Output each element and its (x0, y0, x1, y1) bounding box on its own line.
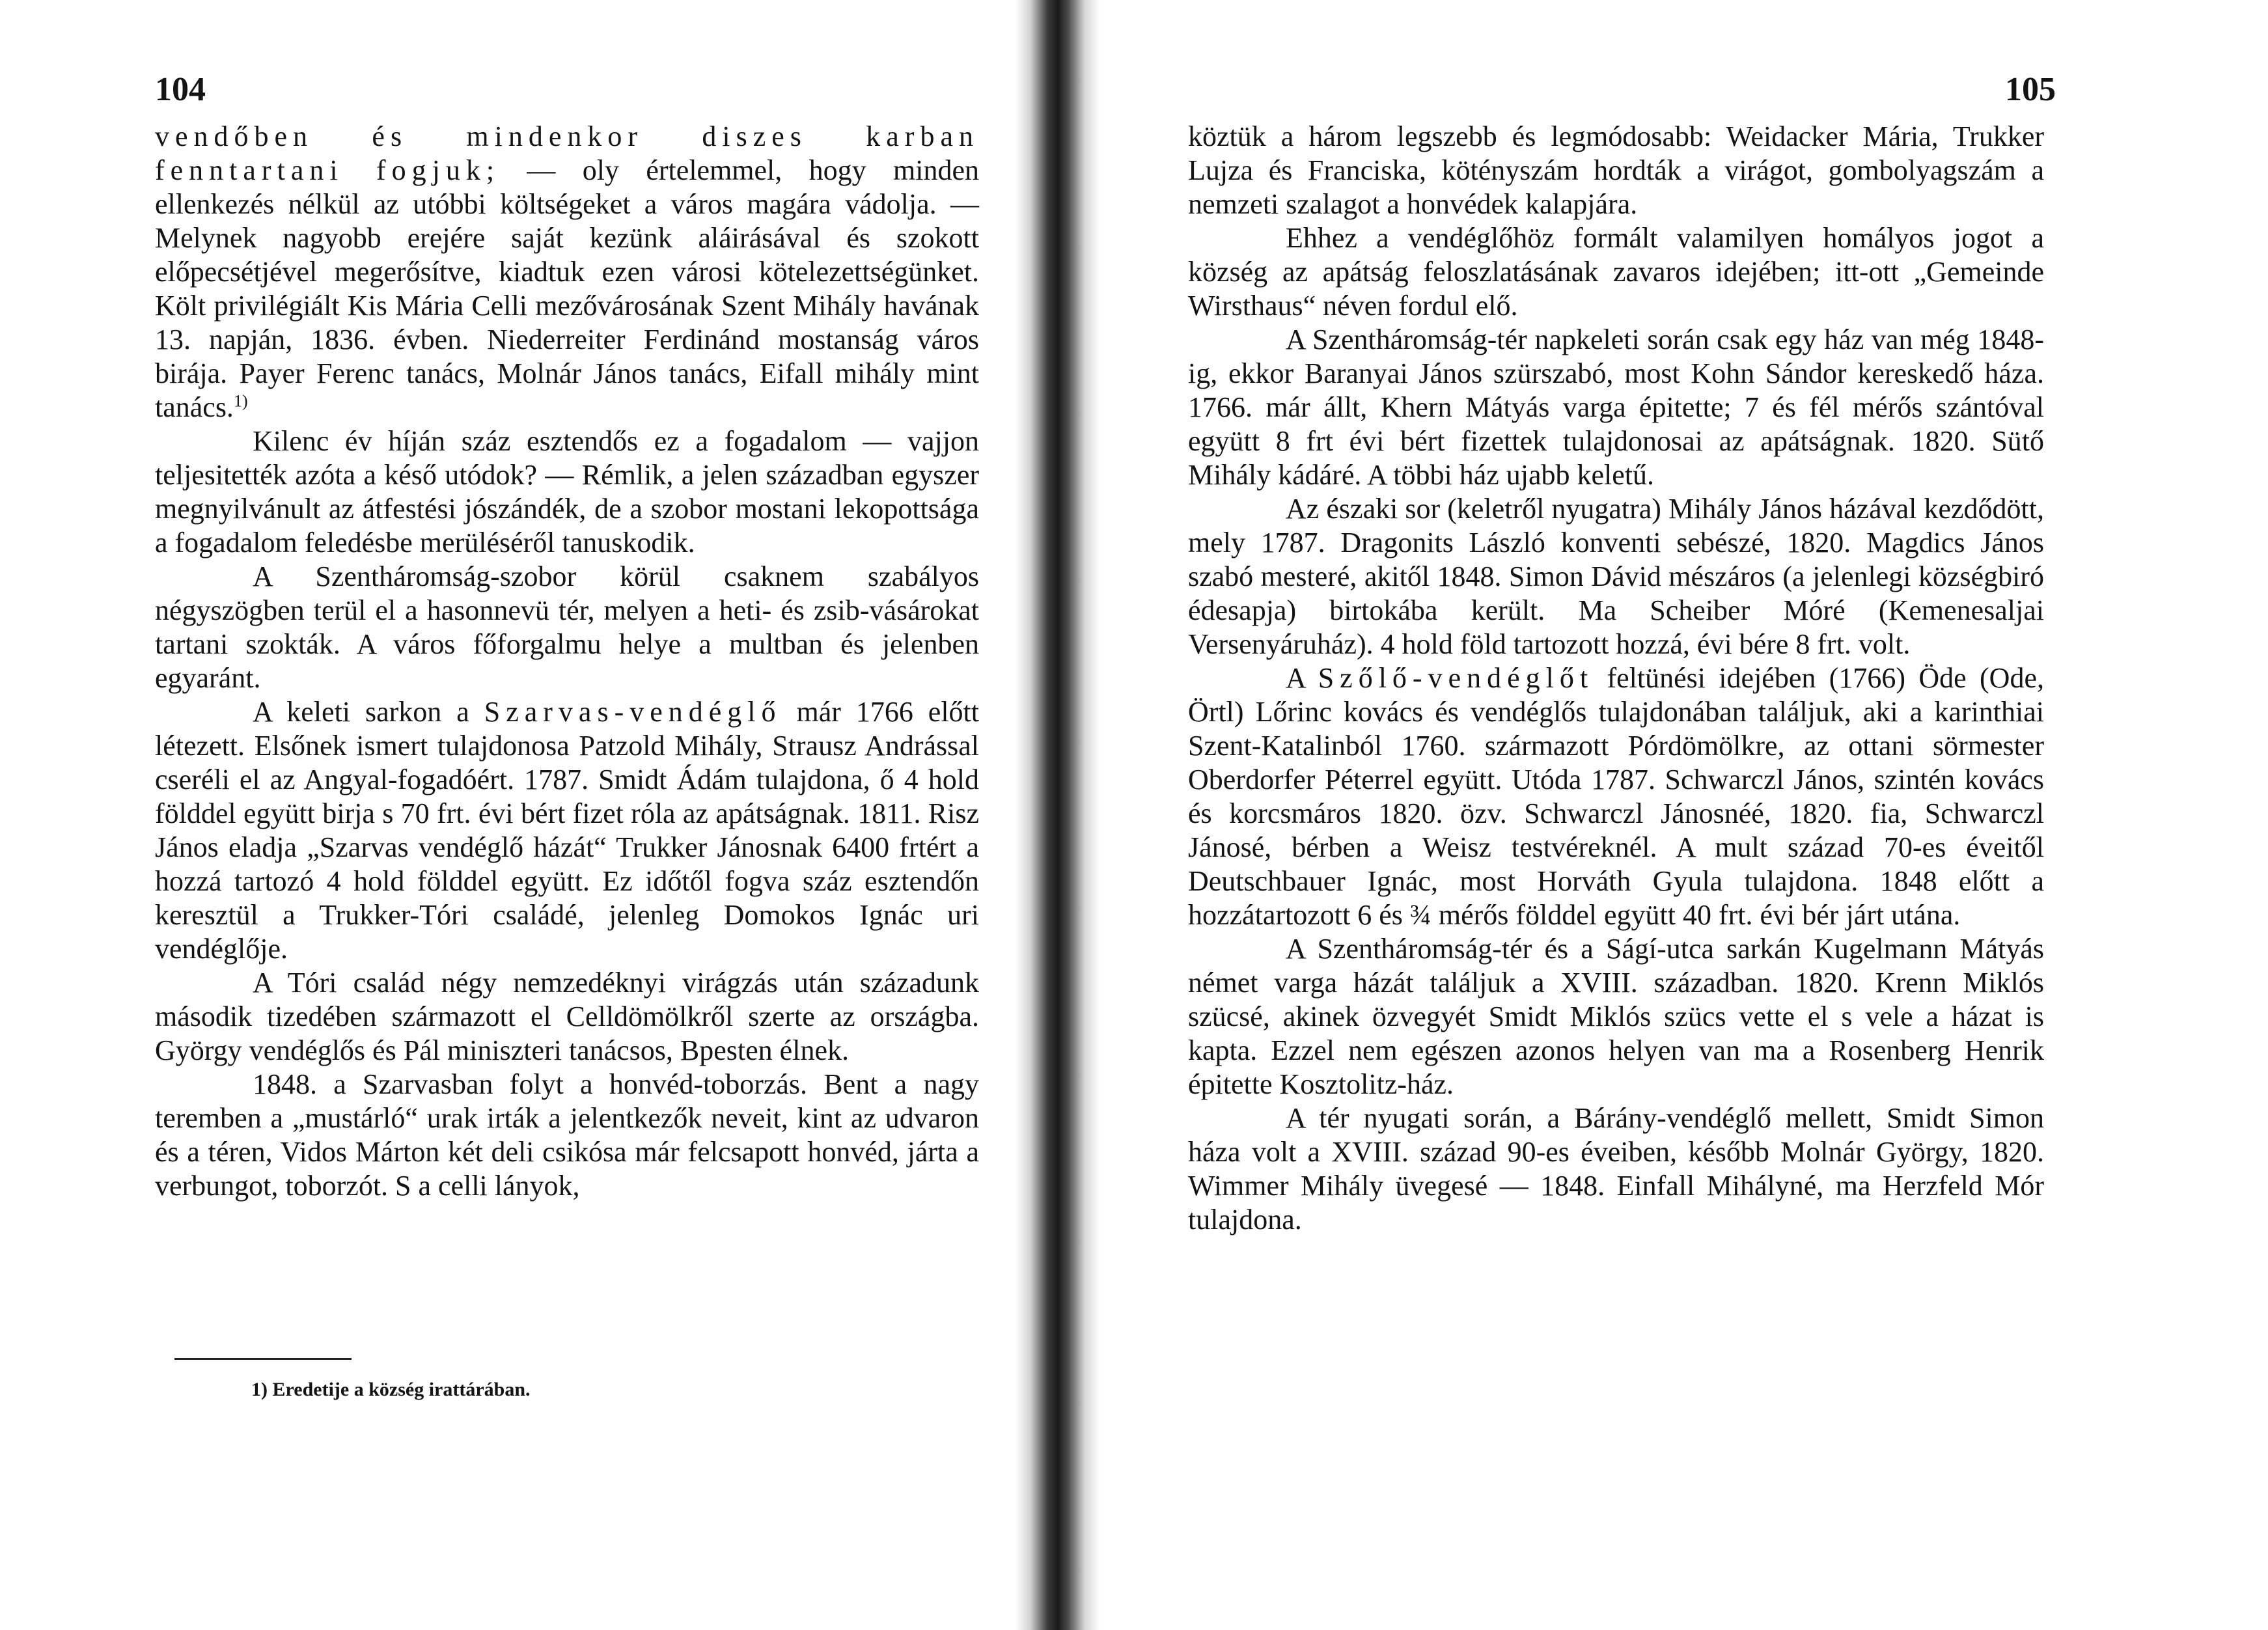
paragraph: Az északi sor (keletről nyugatra) Mihály János házával kezdődött, mely 1787. Dragonits László konventi sebészé, 1820. Magdics János szabó mesteré, akitől 1848. Simon Dávid mészáros (a jelenlegi községbiró édesapja) birtokába került. Ma Scheiber Móré (Kemenesaljai Versenyáruház). 4 hold föld tartozott hozzá, évi bére 8 frt. volt. (1188, 493, 2044, 660)
paragraph (1188, 661, 2044, 932)
paragraph: A Szentháromság-tér és a Ságí-utca sarkán Kugelmann Mátyás német varga házát találjuk a XVIII. században. 1820. Krenn Miklós szücsé, akinek özvegyét Smidt Miklós szücs vette el s vele a házat is kapta. Ezzel nem egészen azonos helyen van ma a Rosenberg Henrik épitette Kosztolitz-ház. (1188, 933, 2044, 1100)
paragraph: Kilenc év híján száz esztendős ez a fogadalom — vajjon teljesitették azóta a késő utódok? — Rémlik, a jelen században egyszer megnyilvánult az átfestési jószándék, de a szobor mostani lekopottsága a fogadalom feledésbe merüléséről tanuskodik. (155, 425, 979, 559)
footnote: 1) Eredetije a község irattárában. (251, 1379, 531, 1400)
paragraph (155, 695, 979, 966)
paragraph: 1848. a Szarvasban folyt a honvéd-toborzás. Bent a nagy teremben a „mustárló“ urak irták a jelentkezők neveit, kint az udvaron és a téren, Vidos Márton két deli csikósa már felcsapott honvéd, járta a verbungot, toborzót. S a celli lányok, (155, 1068, 979, 1202)
paragraph: köztük a három legszebb és legmódosabb: Weidacker Mária, Trukker Lujza és Franciska, kötényszám hordták a virágot, gombolyagszám a nemzeti szalagot a honvédek kalapjára. (1188, 120, 2044, 220)
paragraph (155, 120, 979, 424)
paragraph-text: — oly értelemmel, hogy minden ellenkezés nélkül az utóbbi költségeket a város magára vádolja. — Melynek nagyobb erejére saját kezünk aláirásával és szokott előpecsétjével megerősítve, kiadtuk ezen városi kötelezettségünket. Költ privilégiált Kis Mária Celli mezővárosának Szent Mihály havának 13. napján, 1836. évben. Niederreiter Ferdinánd mostanság város birája. Payer Ferenc tanács, Molnár János tanács, Eifall mihály mint tanács. (155, 154, 979, 423)
paragraph: A Szentháromság-tér napkeleti során csak egy ház van még 1848-ig, ekkor Baranyai János szürszabó, most Kohn Sándor kereskedő háza. 1766. már állt, Khern Mátyás varga épitette; 7 és fél mérős szántóval együtt 8 frt évi bért fizettek tulajdonosai az apátságnak. 1820. Sütő Mihály kádáré. A többi ház ujabb keletű. (1188, 324, 2044, 491)
spaced-name: Szőlő-vendéglőt (1318, 662, 1594, 694)
paragraph: A Tóri család négy nemzedéknyi virágzás után századunk második tizedében származott el Celldömölkről szerte az országba. György vendéglős és Pál miniszteri tanácsos, Bpesten élnek. (155, 967, 979, 1066)
paragraph-text: már 1766 előtt létezett. Elsőnek ismert tulajdonosa Patzold Mihály, Strausz Andrással cseréli el az Angyal-fogadóért. 1787. Smidt Ádám tulajdona, ő 4 hold földdel együtt birja s 70 frt. évi bért fizet róla az apátságnak. 1811. Risz János eladja „Szarvas vendéglő házát“ Trukker Jánosnak 6400 frtért a hozzá tartozó 4 hold földdel együtt. Ez időtől fogva száz esztendőn keresztül a Trukker-Tóri családé, jelenleg Domokos Ignác uri vendéglője. (155, 696, 980, 965)
right-page (1100, 0, 2268, 1630)
left-text-column (155, 120, 979, 1203)
paragraph: Ehhez a vendéglőhöz formált valamilyen homályos jogot a község az apátság feloszlatásának zavaros idejében; itt-ott „Gemeinde Wirsthaus“ néven fordul elő. (1188, 222, 2044, 322)
spaced-lead-text: vendőben és mindenkor diszes karban fenntartani fogjuk; (155, 120, 979, 186)
book-gutter (1016, 0, 1100, 1630)
paragraph: A Szentháromság-szobor körül csaknem szabályos négyszögben terül el a hasonnevü tér, melyen a heti- és zsib-vásárokat tartani szokták. A város főforgalmu helye a multban és jelenben egyaránt. (155, 560, 979, 694)
paragraph-text: feltünési idejében (1766) Öde (Ode, Örtl) Lőrinc kovács és vendéglős tulajdonában találjuk, aki a karinthiai Szent-Katalinból 1760. származott Pórdömölkre, az ottani sörmester Oberdorfer Péterrel együtt. Utóda 1787. Schwarczl János, szintén kovács és korcsmáros 1820. özv. Schwarczl Jánosnéé, 1820. fia, Schwarczl Jánosé, bérben a Weisz testvéreknél. A mult század 70-es éveitől Deutschbauer Ignác, most Horváth Gyula tulajdona. 1848 előtt a hozzátartozott 6 és ¾ mérős földdel együtt 40 frt. évi bér járt utána. (1188, 662, 2044, 931)
footnote-rule (174, 1358, 352, 1360)
right-text-column (1188, 120, 2044, 1237)
page-number-left: 104 (155, 71, 206, 108)
page-number-right: 105 (2005, 71, 2056, 108)
paragraph: A tér nyugati során, a Bárány-vendéglő mellett, Smidt Simon háza volt a XVIII. század 90-es éveiben, később Molnár György, 1820. Wimmer Mihály üvegesé — 1848. Einfall Mihályné, ma Herzfeld Mór tulajdona. (1188, 1102, 2044, 1236)
paragraph-text: A (1286, 662, 1318, 694)
left-page (0, 0, 1048, 1630)
footnote-reference: 1) (233, 391, 248, 411)
spaced-name: Szarvas-vendéglő (484, 696, 782, 728)
paragraph-text: A keleti sarkon a (253, 696, 484, 728)
